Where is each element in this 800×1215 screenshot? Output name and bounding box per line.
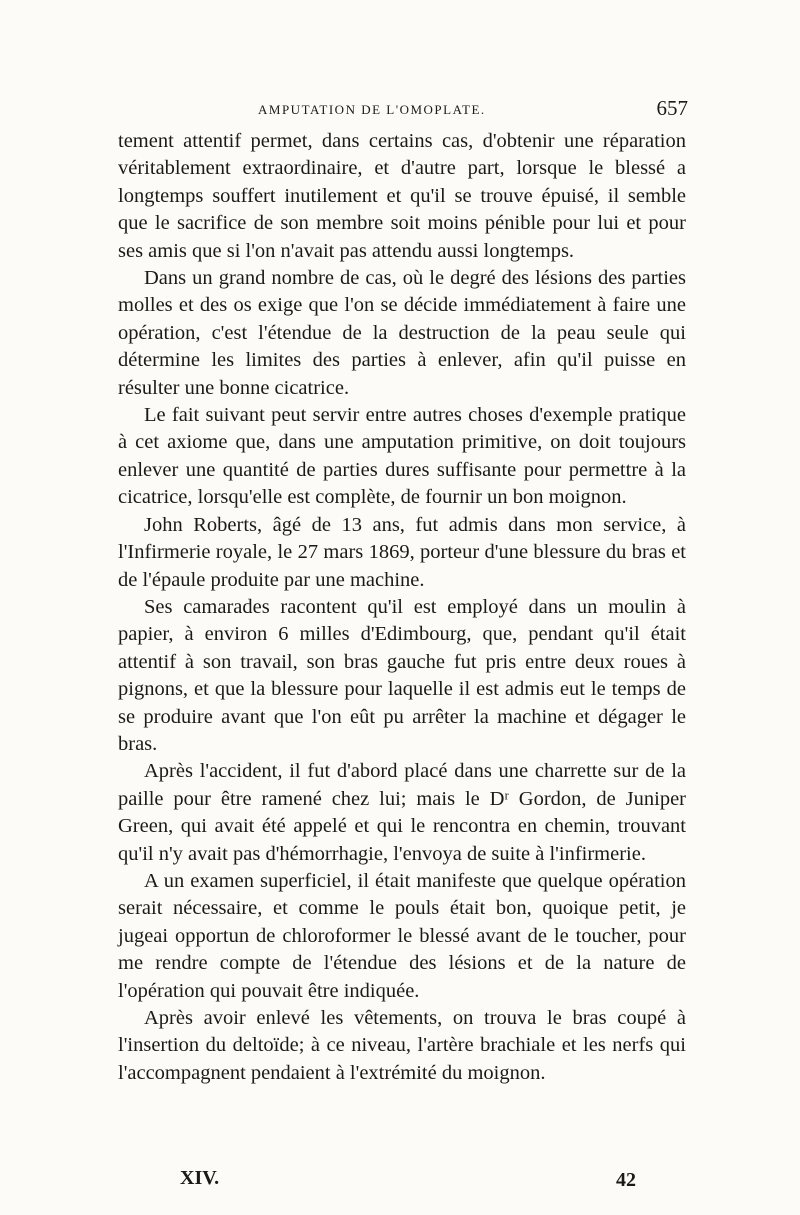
body-text	[118, 128, 686, 1087]
chapter-title: AMPUTATION DE L'OMOPLATE.	[258, 102, 486, 117]
paragraph: Après avoir enlevé les vêtements, on trouva le bras coupé à l'insertion du deltoïde; à ce niveau, l'artère brachiale et les nerfs qui l'accompagnent pendaient à l'extrémité du moignon.	[118, 1007, 686, 1084]
sheet-number: 42	[616, 1169, 636, 1191]
paragraph: Après l'accident, il fut d'abord placé dans une charrette sur de la paille pour être ramené chez lui; mais le Dʳ Gordon, de Juniper Green, qui avait été appelé et qui le rencontra en chemin, trouvant qu'il n'y avait pas d'hémorrhagie, l'envoya de suite à l'infirmerie.	[118, 760, 686, 865]
paragraph: Dans un grand nombre de cas, où le degré des lésions des parties molles et des os exige que l'on se décide immédiatement à faire une opération, c'est l'étendue de la destruction de la peau seule qui détermine les limites des parties à enlever, afin qu'il puisse en résulter une bonne cicatrice.	[118, 267, 686, 399]
paragraph: Ses camarades racontent qu'il est employé dans un moulin à papier, à environ 6 milles d'Edimbourg, que, pendant qu'il était attentif à son travail, son bras gauche fut pris entre deux roues à pignons, et que la blessure pour laquelle il est admis eut le temps de se produire avant que l'on eût pu arrêter la machine et dégager le bras.	[118, 595, 686, 755]
paragraph: Le fait suivant peut servir entre autres choses d'exemple pratique à cet axiome que, dans une amputation primitive, on doit toujours enlever une quantité de parties dures suffisante pour permettre à la cicatrice, lorsqu'elle est complète, de fournir un bon moignon.	[118, 404, 686, 509]
signature-mark: XIV.	[180, 1167, 220, 1189]
running-head	[118, 96, 688, 124]
paragraph: A un examen superficiel, il était manifeste que quelque opération serait nécessaire, et comme le pouls était bon, quoique petit, je jugeai opportun de chloroformer le blessé avant de le toucher, pour me rendre compte de l'étendue des lésions et de la nature de l'opération qui pouvait être indiquée.	[118, 869, 686, 1002]
page-number: 657	[656, 96, 688, 120]
paragraph-continued: tement attentif permet, dans certains cas, d'obtenir une réparation véritablement extraordinaire, et d'autre part, lorsque le blessé a longtemps souffert inutilement et qu'il se trouve épuisé, il semble que le sacrifice de son membre soit moins pénible pour lui et pour ses amis que si l'on n'avait pas attendu aussi longtemps.	[118, 130, 686, 262]
paragraph: John Roberts, âgé de 13 ans, fut admis dans mon service, à l'Infirmerie royale, le 27 mars 1869, porteur d'une blessure du bras et de l'épaule produite par une machine.	[118, 513, 686, 591]
page-footer	[118, 1167, 686, 1197]
